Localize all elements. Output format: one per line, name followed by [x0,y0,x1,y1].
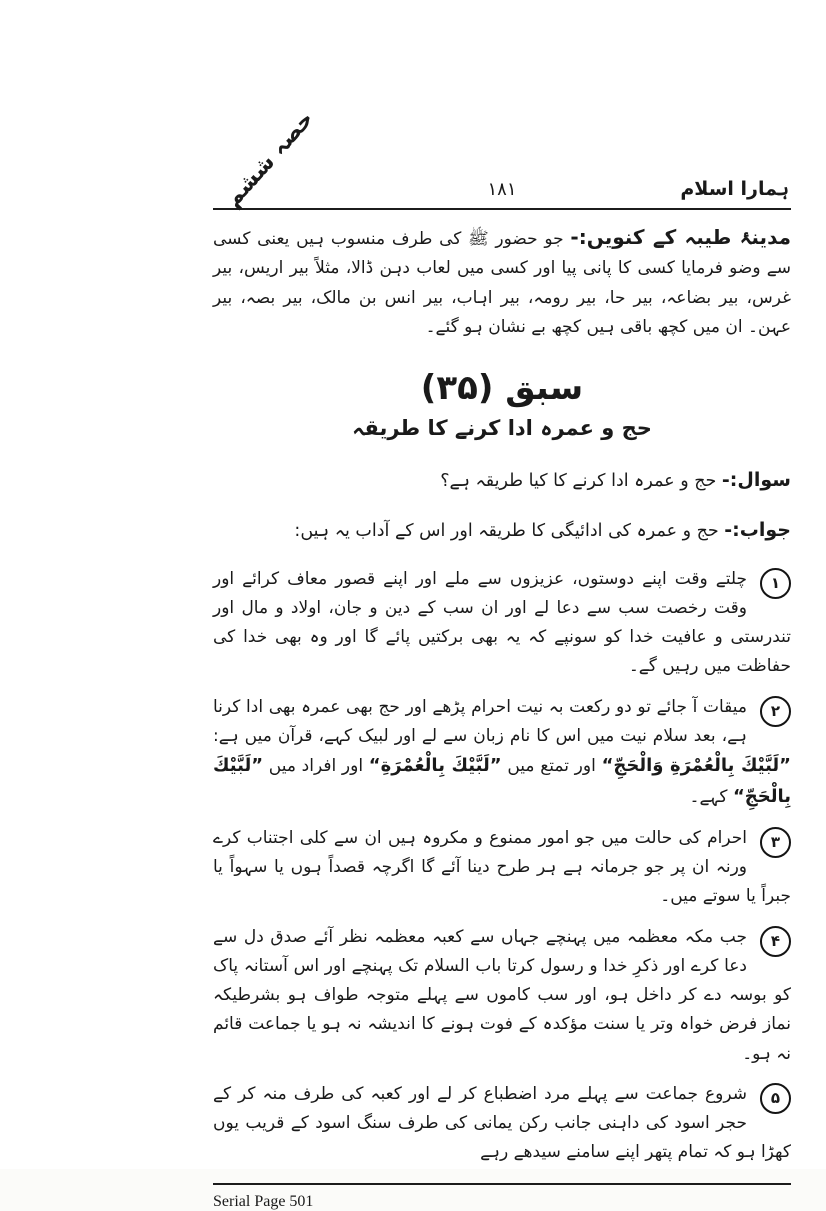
question-line [213,464,791,497]
item-text: میقات آ جائے تو دو رکعت بہ نیت احرام پڑھے اور حج بھی عمرہ بھی ادا کرنا ہے، بعد سلام نیت میں اس کا نام زبان سے لے اور لبیک کہے، قرآن میں ہے: [213,696,747,746]
page-header [213,106,791,212]
item-number-badge: ۳ [760,827,791,858]
numbered-item [213,1080,791,1168]
answer-label: جواب:- [724,519,791,542]
intro-text: جو حضور ﷺ کی طرف منسوب ہیں یعنی کسی سے وضو فرمایا کسی کا پانی پیا اور کسی میں لعاب دہن ڈالا، مثلاً بیر اریس، بیر غرس، بیر بضاعہ، بیر حا، بیر رومہ، بیر اہاب، بیر انس بن مالک، بیر بصہ، بیر عہن۔ ان میں کچھ باقی ہیں کچھ بے نشان ہو گئے۔ [213,229,791,337]
page-content [213,106,792,1211]
intro-paragraph [213,220,791,342]
numbered-item [213,565,791,682]
item-text: جب مکہ معظمہ میں پہنچے جہاں سے کعبہ معظمہ نظر آئے صدق دل سے دعا کرے اور ذکرِ خدا و رسول کرتا باب السلام تک پہنچے اور اس آستانہ پاک کو بوسہ دے کر داخل ہو، اور سب کاموں سے پہلے متوجہ طواف ہو بشرطیکہ نماز فرض خواہ وتر یا سنت مؤکدہ کے فوت ہونے کا اندیشہ نہ ہو یا جماعت قائم نہ ہو۔ [213,926,791,1064]
footer-divider [213,1183,791,1185]
numbered-item [213,693,791,813]
lesson-subtitle: حج و عمرہ ادا کرنے کا طریقہ [352,416,652,441]
page-number: ۱۸۱ [487,179,517,200]
item-number-badge: ۱ [760,568,791,599]
item-number-badge: ۴ [760,926,791,957]
items-list [213,565,791,1168]
arabic-quote: ”لَبَّيْكَ بِالْعُمْرَةِ وَالْحَجِّ“ [601,755,792,776]
part-title-calligraphy: حصہ ششم [220,106,319,212]
numbered-item [213,824,791,912]
item-number-badge: ۵ [760,1083,791,1114]
item-text: شروع جماعت سے پہلے مرد اضطباع کر لے اور کعبہ کی طرف منہ کر کے حجر اسود کی داہنی جانب رکن یمانی کی طرف سنگ اسود کے قریب یوں کھڑا ہو کہ تمام پتھر اپنے سامنے سیدھے رہے [213,1083,791,1163]
intro-heading: مدینۂ طیبہ کے کنویں:- [570,225,792,249]
item-text: اور تمتع میں [501,756,602,776]
item-text: احرام کی حالت میں جو امور ممنوع و مکروہ ہیں ان سے کلی اجتناب کرے ورنہ ان پر جو جرمانہ ہے ہر طرح دینا آئے گا اگرچہ قصداً ہوں یا سہواً یا جبراً یا سوتے میں۔ [213,827,791,907]
item-text: کہے۔ [689,786,733,807]
question-label: سوال:- [721,469,791,492]
item-text: اور افراد میں [263,756,369,776]
lesson-title: سبق (۳۵) [420,368,584,409]
arabic-quote: ”لَبَّيْكَ بِالْعُمْرَةِ“ [368,755,502,776]
item-number-badge: ۲ [760,696,791,727]
question-text: حج و عمرہ ادا کرنے کا کیا طریقہ ہے؟ [440,471,717,492]
answer-line [213,514,791,547]
item-text: چلتے وقت اپنے دوستوں، عزیزوں سے ملے اور اپنے قصور معاف کرائے اور وقت رخصت سب سے دعا لے اور ان سب کے دین و جان، اولاد و مال اور تندرستی و عافیت خدا کو سونپے کہ یہ بھی برکتیں پائے گا اور وہ بھی خدا کی حفاظت میں رہیں گے۔ [213,568,791,677]
arabic-quote: ”لَبَّيْكَ بِالْحَجِّ“ [213,755,791,807]
numbered-item [213,923,791,1069]
serial-page-label: Serial Page 501 [213,1193,314,1211]
book-title: ہمارا اسلام [680,178,789,200]
header-divider [213,208,791,210]
answer-text: حج و عمرہ کی ادائیگی کا طریقہ اور اس کے آداب یہ ہیں: [294,521,719,542]
